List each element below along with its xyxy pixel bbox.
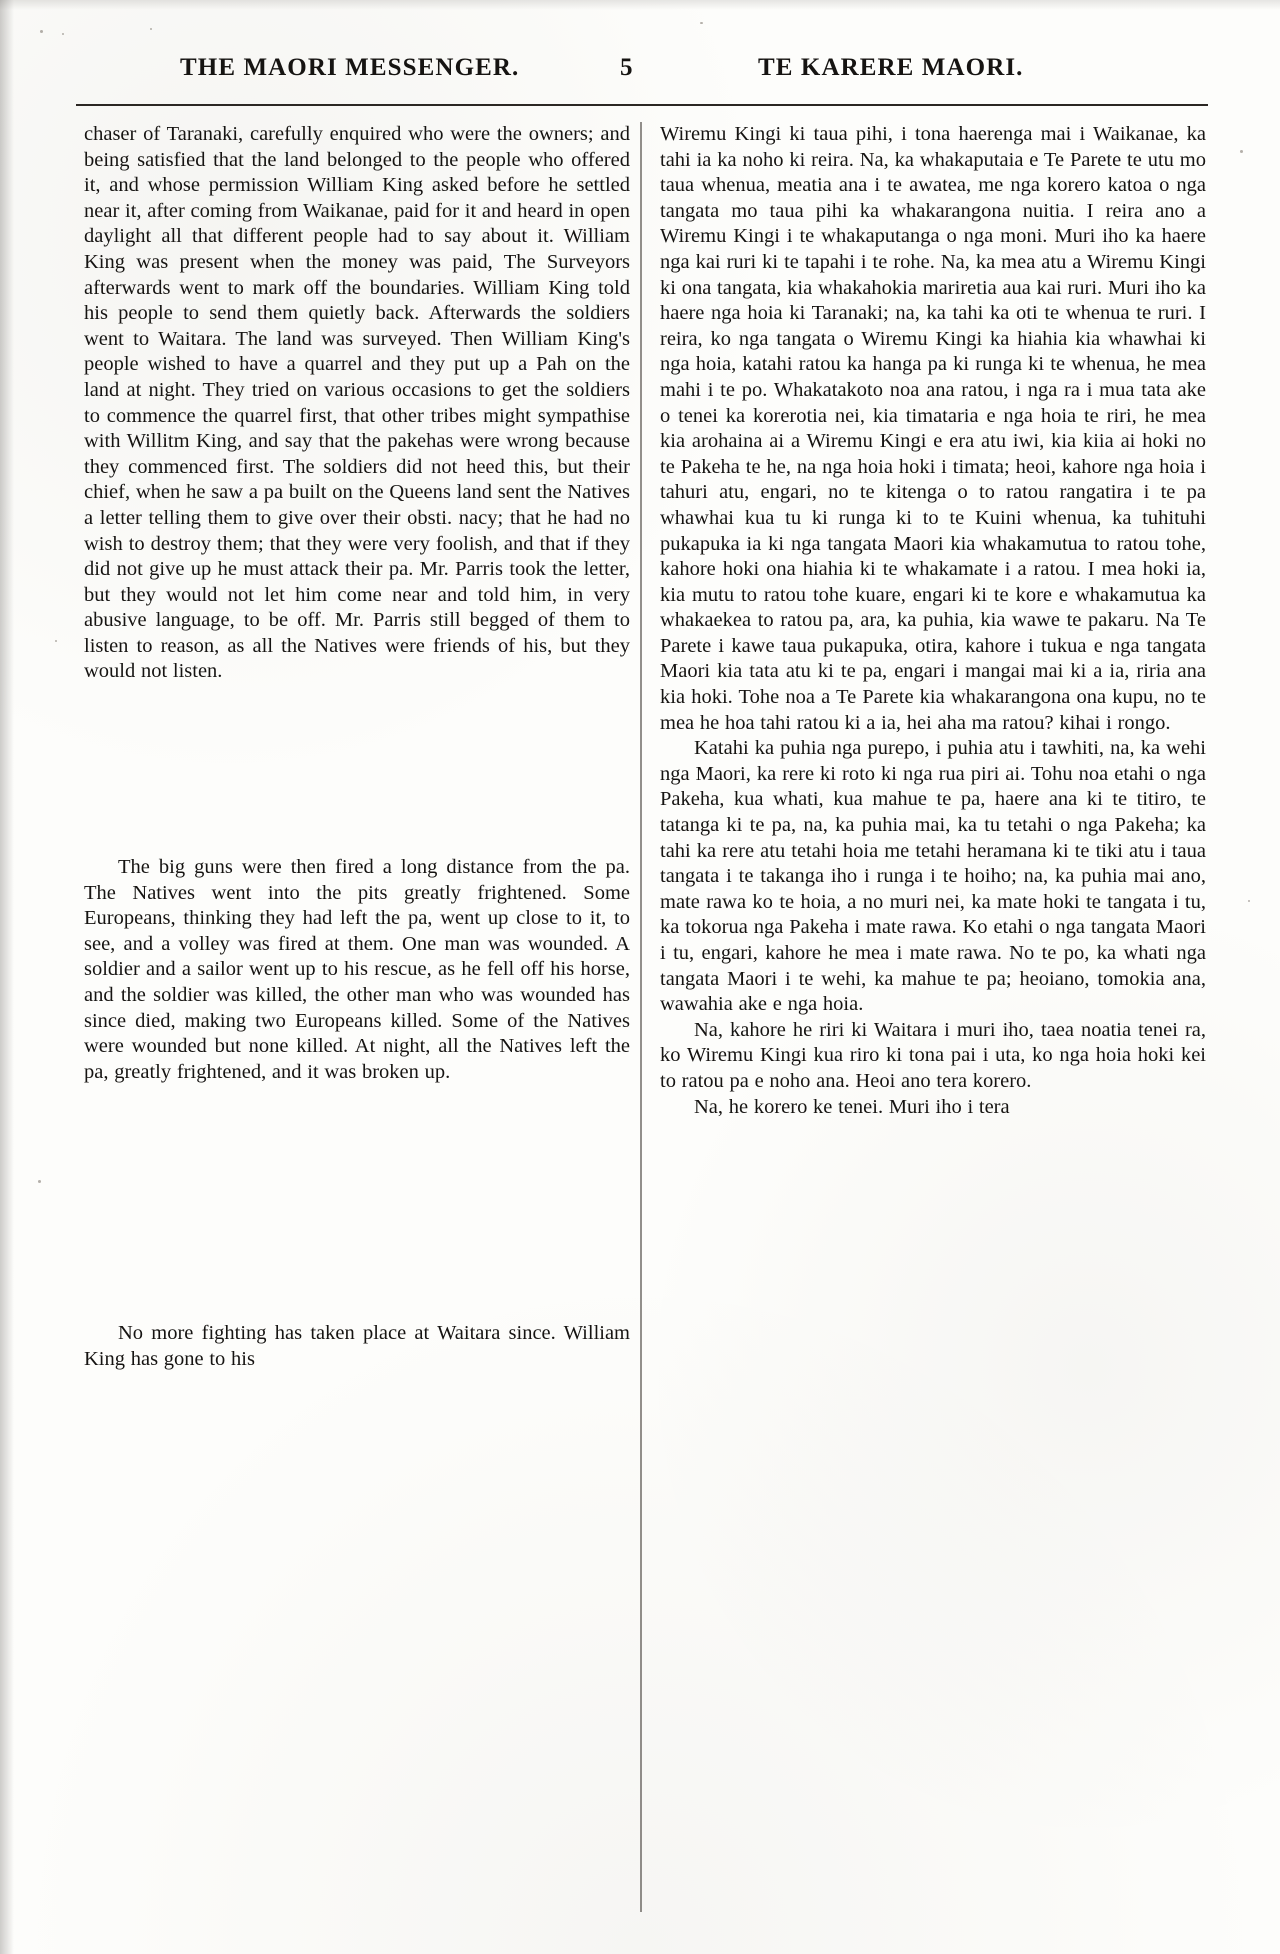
- left-column-spacer-1: [84, 685, 630, 855]
- right-paragraph-1: Wiremu Kingi ki taua pihi, i tona haerenga mai i Waikanae, ka tahi ia ka noho ki reira. Na, ka whakaputaia e Te Parete te utu mo taua whenua, meatia ana i te awatea, me nga korero katoa o nga tangata mo taua pihi ka whakarangona nuitia. I reira ano a Wiremu Kingi i te whakaputanga o nga moni. Muri iho ka haere nga kai ruri ki te tapahi i te rohe. Na, ka mea atu a Wiremu Kingi ki ona tangata, kia whakahokia mariretia aua kai ruri. Muri iho ka haere nga hoia ki Taranaki; na, ka tahi ka oti te whenua te ruri. I reira, ko nga tangata o Wiremu Kingi ka hiahia kia whawhai ki nga hoia, katahi ratou ka hanga pa ki runga ki te whenua, he mea mahi i te po. Whakatakoto noa ana ratou, i nga ra i mua tata ake o tenei ka korerotia nei, kia timataria e nga hoia te riri, he mea kia arohaina ai a Wiremu Kingi e era atu iwi, kia kiia ai hoki no te Pakeha te he, na nga hoia hoki i timata; heoi, kahore nga hoia i tahuri atu, engari, no te kitenga o to ratou rangatira i te pa whawhai kua tu ki runga ki to te Kuini whenua, ka tuhituhi pukapuka ia ki nga tangata Maori kia whakamutua to ratou tohe, kahore hoki ona hiahia ki te whakamate i a ratou. I mea hoki ia, kia mutu to ratou tohe kuare, engari ki te kore e whakamutua ka whakaekea to ratou pa, ara, ka puhia, kia wawe te pakaru. Na Te Parete i kawe taua pukapuka, otira, kahore i tukua e nga tangata Maori kia tata atu ki te pa, engari i mangai mai ki a ia, riria ana kia hoki. Tohe noa a Te Parete kia whakarangona ona kupu, no te mea he hoa tahi ratou ki a ia, hei aha ma ratou? kihai i rongo.: [660, 123, 1206, 734]
- masthead-left-title: THE MAORI MESSENGER.: [180, 54, 520, 81]
- scan-speck: [1240, 150, 1243, 153]
- masthead-rule: [76, 104, 1208, 106]
- right-column: [660, 122, 1206, 1120]
- scan-speck: [55, 640, 57, 642]
- right-paragraph-3: Na, kahore he riri ki Waitara i muri iho, taea noatia tenei ra, ko Wiremu Kingi kua riro ki tona pai i uta, ko nga hoia hoki kei to ratou pa e noho ana. Heoi ano tera korero.: [660, 1018, 1206, 1092]
- masthead-right-title: TE KARERE MAORI.: [758, 54, 1024, 81]
- left-paragraph-3: No more fighting has taken place at Waitara since. William King has gone to his: [84, 1322, 630, 1370]
- left-column-spacer-2: [84, 1085, 630, 1321]
- page-number: 5: [620, 54, 633, 81]
- left-paragraph-1: chaser of Taranaki, carefully enquired who were the owners; and being satisfied that the land belonged to the people who offered it, and whose permission William King asked before he settled near it, after coming from Waikanae, paid for it and heard in open daylight all that different people had to say about it. William King was present when the money was paid, The Surveyors afterwards went to mark off the boundaries. William King told his people to send them quietly back. Afterwards the soldiers went to Waitara. The land was surveyed. Then William King's people wished to have a quarrel and they put up a Pah on the land at night. They tried on various occasions to get the soldiers to commence the quarrel first, that other tribes might sympathise with Willitm King, and say that the pakehas were wrong because they commenced first. The soldiers did not heed this, but their chief, when he saw a pa built on the Queens land sent the Natives a letter telling them to give over their obsti. nacy; that he had no wish to destroy them; that they were very foolish, and that if they did not give up he must attack their pa. Mr. Parris took the letter, but they would not let him come near and told him, in very abusive language, to be off. Mr. Parris still begged of them to listen to reason, as all the Natives were friends of his, but they would not listen.: [84, 123, 630, 683]
- left-column: [84, 122, 630, 1373]
- scan-speck: [38, 1180, 41, 1183]
- right-paragraph-4: Na, he korero ke tenei. Muri iho i tera: [694, 1095, 1010, 1118]
- right-paragraph-2: Katahi ka puhia nga purepo, i puhia atu i tawhiti, na, ka wehi nga Maori, ka rere ki roto ki nga rua piri ai. Tohu noa etahi o nga Pakeha, kua whati, kua mahue te pa, haere ana ki te titiro, te tatanga ki te pa, na, ka puhia mai, ka tu tetahi o nga Pakeha; ka tahi ka rere atu tetahi hoia me tetahi heramana ki te tiki atu i taua tangata i te takanga iho i runga i te hoiho; na, ka puhia mai ano, mate rawa ko te hoia, a no muri nei, ka mate hoki te tangata i tu, ka tokorua nga Pakeha i mate rawa. Ko etahi o nga tangata Maori i tu, engari, kahore he mea i mate rawa. No te po, ka whati nga tangata Maori i te wehi, ka mahue te pa; heoiano, tomokia ana, wawahia ake e nga hoia.: [660, 737, 1206, 1016]
- scan-speck: [1248, 900, 1250, 902]
- masthead: [100, 54, 1190, 94]
- scan-speck: [40, 30, 43, 33]
- column-divider: [640, 122, 642, 1912]
- scan-speck: [150, 28, 152, 30]
- left-paragraph-2: The big guns were then fired a long distance from the pa. The Natives went into the pits greatly frightened. Some Europeans, thinking they had left the pa, went up close to it, to see, and a volley was fired at them. One man was wounded. A soldier and a sailor went up to his rescue, as he fell off his horse, and the soldier was killed, the other man who was wounded has since died, making two Europeans killed. Some of the Natives were wounded but none killed. At night, all the Natives left the pa, greatly frightened, and it was broken up.: [84, 856, 630, 1083]
- scan-speck: [62, 33, 64, 35]
- scan-speck: [700, 22, 703, 24]
